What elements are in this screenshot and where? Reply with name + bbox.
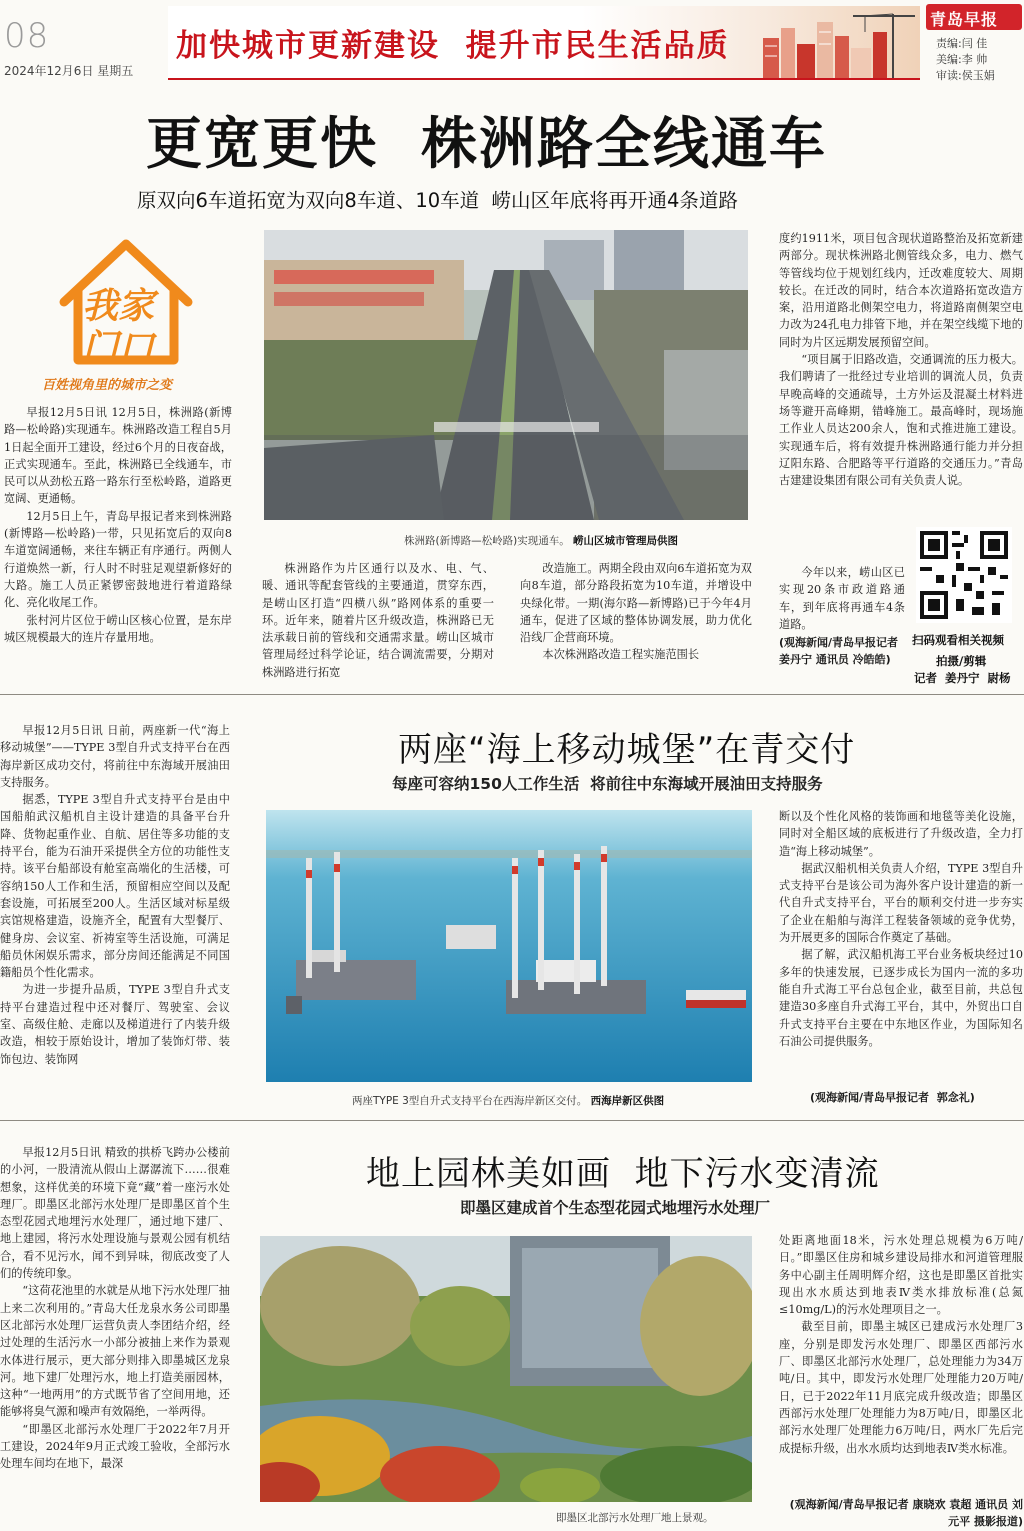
- qr-credit-names: 记者 姜丹宁 尉杨: [914, 671, 1011, 685]
- designer-line: 美编:李 帅: [936, 53, 988, 66]
- column-logo-text: 我家门口: [82, 286, 155, 369]
- caption-text: 株洲路(新博路—松岭路)实现通车。: [404, 535, 570, 547]
- story2-column-1: [0, 722, 230, 1112]
- story2-paragraph: 断以及个性化风格的装饰画和地毯等美化设施，同时对全船区域的底板进行了升级改造，全力打造“海上移动城堡”。: [779, 810, 1023, 858]
- paper-name: 青岛早报: [930, 10, 999, 29]
- story3-paragraph: 处距离地面18米，污水处理总规模为6万吨/日。”即墨区住房和城乡建设局排水和河道管理服务中心副主任周明辉介绍，这也是即墨区首批实现出水水质达到地表Ⅳ类水排放标准(总氮≤10mg/L)的污水处理项目之一。: [779, 1234, 1023, 1317]
- story1-paragraph: 度约1911米，项目包含现状道路整治及拓宽新建两部分。现状株洲路北侧管线众多，电力、燃气等管线均位于规划红线内，迁改难度较大、周期较长。在迁改的同时，结合本次道路拓宽改造方案，沿用道路北侧架空电力，将道路南侧架空电力改为24孔电力排管下地，并在架空线缆下地的同时为片区远期发展预留空间。: [779, 232, 1023, 349]
- story1-column-4-tail: [779, 564, 905, 634]
- story3-paragraph: “这荷花池里的水就是从地下污水处理厂抽上来二次利用的。”青岛大任龙泉水务公司即墨区北部污水处理厂运营负责人李团结介绍，经过处理的生活污水一小部分被抽上来作为景观水体进行展示，更大部分则排入即墨城区龙泉河。地下建厂处理污水，地上打造美丽园林，这种“一地两用”的方式既节省了空间用地，还能够将臭气源和噪声有效隔绝，一举两得。: [0, 1284, 230, 1419]
- story3-column-2: [779, 1232, 1023, 1494]
- offshore-platforms-image: [266, 810, 752, 1082]
- editor-credits: [936, 36, 995, 84]
- qr-code-icon: [916, 527, 1012, 623]
- story1-paragraph: 株洲路作为片区通行以及水、电、气、暖、通讯等配套管线的主要通道，贯穿东西，是崂山区打造“四横八纵”路网体系的重要一环。近年来，随着片区升级改造，株洲路已无法承载日前的管线和交通需求量。崂山区城市管理局经过科学论证，结合调流需要，分期对株洲路进行拓宽: [262, 562, 494, 679]
- garden-landscape-image: [260, 1236, 752, 1502]
- story2-paragraph: 为进一步提升品质，TYPE 3型自升式支持平台建造过程中还对餐厅、驾驶室、会议室、高级住舱、走廊以及梯道进行了内装升级改造，相较于原始设计，增加了装饰灯带、装饰包边、装饰网: [0, 983, 230, 1066]
- story3-subtitle: 即墨区建成首个生态型花园式地埋污水处理厂: [460, 1199, 771, 1217]
- section-divider: [0, 1120, 1024, 1121]
- paper-masthead: [926, 4, 1022, 30]
- column-tagline: 百姓视角里的城市之变: [42, 378, 173, 393]
- story2-paragraph: 据悉，TYPE 3型自升式支持平台是由中国船舶武汉船机自主设计建造的具备平台升降、货物起重作业、自航、居住等多功能的支持平台，能为石油开采提供全方位的功能性支持。该平台船部设有舱室高端化的生活楼，可容纳150人工作和生活，预留相应空间以及配套设施，可拓展至200人。生活区域对标星级宾馆规格建造，设施齐全，配置有大型餐厅、健身房、会议室、祈祷室等生活设施，可满足船员休闲娱乐需求，部分房间还能满足不同国籍船员个性化需求。: [0, 793, 230, 980]
- caption-credit: 西海岸新区供图: [590, 1095, 665, 1107]
- story3-byline: (观海新闻/青岛早报记者 康晓欢 袁超 通讯员 刘元平 摄影报道): [789, 1498, 1023, 1528]
- story1-photo-caption: [404, 533, 678, 548]
- caption-text: 即墨区北部污水处理厂地上景观。: [556, 1512, 714, 1524]
- qr-credit-role: 拍摄/剪辑: [936, 654, 987, 668]
- story3-paragraph: “即墨区北部污水处理厂于2022年7月开工建设，2024年9月正式竣工验收，全部污水处理车间均在地下，最深: [0, 1422, 230, 1471]
- story1-paragraph: 本次株洲路改造工程实施范围长: [542, 648, 700, 662]
- issue-date: 2024年12月6日 星期五: [4, 64, 134, 78]
- reviewer-line: 审读:侯玉娟: [936, 69, 995, 82]
- story3-paragraph: 截至目前，即墨主城区已建成污水处理厂3座，分别是即发污水处理厂、即墨区西部污水厂、即墨区北部污水处理厂，总处理能力为34万吨/日。其中，即发污水处理厂处理能力20万吨/日，已于2022年11月底完成升级改造；即墨区西部污水处理厂处理能力为8万吨/日，即墨区北部污水处理厂处理能力6万吨/日，两水厂先后完成提标升级，出水水质均达到地表Ⅳ类水标准。: [779, 1320, 1023, 1455]
- page-number: 08: [4, 16, 50, 56]
- story1-photo-road: [264, 230, 748, 520]
- story1-column-3: [520, 560, 752, 686]
- story1-paragraph: 12月5日上午，青岛早报记者来到株洲路(新博路—松岭路)一带，只见拓宽后的双向8车道宽阔通畅，来往车辆正有序通行。两侧人行道焕然一新，行人时不时驻足观望新修好的大路。施工人员正紧锣密鼓地进行着道路绿化、亮化收尾工作。: [4, 509, 232, 610]
- story3-column-1: [0, 1144, 230, 1531]
- story2-paragraph: 据武汉船机相关负责人介绍，TYPE 3型自升式支持平台是该公司为海外客户设计建造的新一代自升式支持平台，平台的顺利交付进一步夯实了企业在船舶与海洋工程装备领域的竞争优势，为开展更多的国际合作奠定了基础。: [779, 861, 1023, 945]
- story2-paragraph: 据了解，武汉船机海工平台业务板块经过10多年的快速发展，已逐步成长为国内一流的多功能自升式海工平台总包企业，截至目前，共总包建造30多座自升式海工平台，其中，外贸出口自升式支持平台主要在中东地区作业，为国际知名石油公司提供服务。: [779, 948, 1023, 1048]
- section-divider: [0, 694, 1024, 695]
- story2-photo-platforms: [266, 810, 752, 1082]
- story3-photo-caption: [556, 1510, 714, 1525]
- story2-photo-caption: [352, 1093, 664, 1108]
- story2-title: 两座“海上移动城堡”在青交付: [398, 730, 856, 770]
- road-aerial-image: [264, 230, 748, 520]
- qr-caption: 扫码观看相关视频: [912, 633, 1004, 647]
- caption-credit: 崂山区城市管理局供图: [573, 535, 679, 547]
- story1-paragraph: 早报12月5日讯 12月5日，株洲路(新博路—松岭路)实现通车。株洲路改造工程自5月1日起全面开工建设，经过6个月的日夜奋战，正式实现通车。至此，株洲路已全线通车，市民可以从劲松五路一路东行至松岭路，道路更宽阔、更通畅。: [4, 406, 232, 506]
- story3-paragraph: 早报12月5日讯 精致的拱桥飞跨办公楼前的小河，一股清流从假山上潺潺流下……很难想象，这样优美的环境下竟“藏”着一座污水处理厂。即墨区北部污水处理厂是即墨区首个生态型花园式地埋污水处理厂，通过地下建厂、地上建园，将污水处理设施与景观公园有机结合，看不见污水，闻不到异味，彻底改变了人们的传统印象。: [0, 1146, 230, 1281]
- story1-paragraph: “项目属于旧路改造，交通调流的压力极大。我们聘请了一批经过专业培训的调流人员，负责早晚高峰的交通疏导，土方外运及混凝土材料进场等避开高峰期，错峰施工。最高峰时，现场施工作业人员达200余人，饱和式推进施工建设。实现通车后，将有效提升株洲路通行能力并分担辽阳东路、合肥路等平行道路的交通压力。”青岛古建建设集团有限公司有关负责人说。: [779, 353, 1023, 488]
- column-logo: [40, 232, 210, 392]
- story3-photo-garden: [260, 1236, 752, 1502]
- story1-column-1: [4, 404, 232, 686]
- story1-paragraph: 张村河片区位于崂山区核心位置，是东岸城区规模最大的连片存量用地。: [4, 613, 232, 644]
- slogan: 加快城市更新建设 提升市民生活品质: [176, 28, 730, 64]
- story1-title: 更宽更快 株洲路全线通车: [146, 112, 827, 177]
- editor-line: 责编:闫 佳: [936, 37, 988, 50]
- story1-subtitle: 原双向6车道拓宽为双向8车道、10车道 崂山区年底将再开通4条道路: [137, 189, 738, 212]
- story2-subtitle: 每座可容纳150人工作生活 将前往中东海域开展油田支持服务: [392, 775, 823, 793]
- story2-byline: (观海新闻/青岛早报记者 郭念礼): [810, 1091, 975, 1104]
- city-skyline-illustration: [753, 8, 918, 78]
- story2-column-2: [779, 808, 1023, 1088]
- story1-column-2: [262, 560, 494, 686]
- story3-title: 地上园林美如画 地下污水变清流: [366, 1154, 880, 1194]
- caption-text: 两座TYPE 3型自升式支持平台在西海岸新区交付。: [352, 1095, 588, 1107]
- header-banner: [168, 6, 920, 80]
- story2-paragraph: 早报12月5日讯 日前，两座新一代“海上移动城堡”——TYPE 3型自升式支持平台在西海岸新区成功交付，将前往中东海域开展油田支持服务。: [0, 724, 230, 789]
- story1-paragraph: 今年以来，崂山区已实现20条市政道路通车，到年底将再通车4条道路。: [779, 566, 905, 631]
- story1-paragraph: 改造施工。两期全段由双向6车道拓宽为双向8车道，部分路段拓宽为10车道，并增设中央绿化带。一期(海尔路—新博路)已于今年4月通车，促进了区域的整体协调发展，助力优化沿线厂企营商环境。: [520, 562, 752, 645]
- story1-byline: (观海新闻/青岛早报记者 姜丹宁 通讯员 冷皓皓): [779, 636, 899, 666]
